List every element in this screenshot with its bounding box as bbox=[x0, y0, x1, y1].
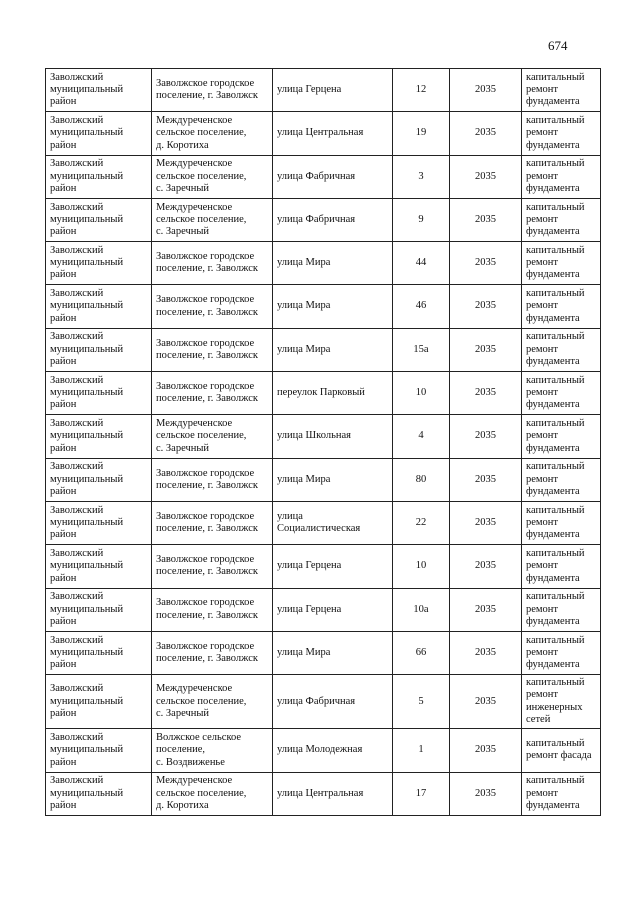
house-number-cell: 44 bbox=[393, 242, 450, 285]
settlement-line: Заволжское городское bbox=[156, 251, 255, 263]
district-line: муниципальный bbox=[50, 257, 124, 269]
district-line: район bbox=[50, 139, 77, 151]
work-type-cell bbox=[522, 328, 601, 371]
work-type-line: фундамента bbox=[526, 572, 580, 584]
settlement-line: поселение, г. Заволжск bbox=[156, 306, 258, 318]
work-type-cell bbox=[522, 69, 601, 112]
settlement-cell bbox=[152, 328, 273, 371]
work-type-line: капитальный bbox=[526, 418, 585, 430]
settlement-cell bbox=[152, 198, 273, 241]
street-cell bbox=[273, 501, 393, 544]
settlement-line: сельское поселение, bbox=[156, 430, 247, 442]
district-line: муниципальный bbox=[50, 516, 124, 528]
district-cell bbox=[46, 198, 152, 241]
street-line: улица Герцена bbox=[277, 560, 342, 572]
year-cell: 2035 bbox=[450, 155, 522, 198]
street-cell bbox=[273, 155, 393, 198]
district-line: муниципальный bbox=[50, 787, 124, 799]
table-row bbox=[46, 112, 601, 155]
street-cell bbox=[273, 328, 393, 371]
table-row bbox=[46, 372, 601, 415]
work-type-line: фундамента bbox=[526, 399, 580, 411]
street-line: улица Школьная bbox=[277, 430, 351, 442]
district-line: муниципальный bbox=[50, 127, 124, 139]
year-cell: 2035 bbox=[450, 242, 522, 285]
district-cell bbox=[46, 631, 152, 674]
page-number: 674 bbox=[548, 38, 568, 53]
settlement-line: Междуреченское bbox=[156, 115, 233, 126]
street-cell bbox=[273, 631, 393, 674]
table-row bbox=[46, 729, 601, 772]
street-line: улица Герцена bbox=[277, 603, 342, 615]
district-line: муниципальный bbox=[50, 646, 124, 658]
work-type-line: ремонт bbox=[526, 343, 559, 355]
settlement-line: сельское поселение, bbox=[156, 787, 247, 799]
street-line: улица Центральная bbox=[277, 127, 364, 139]
work-type-cell bbox=[522, 155, 601, 198]
work-type-line: ремонт bbox=[526, 787, 559, 799]
table-row bbox=[46, 772, 601, 815]
district-line: район bbox=[50, 269, 77, 281]
work-type-line: фундамента bbox=[526, 269, 580, 281]
settlement-line: поселение, г. Заволжск bbox=[156, 393, 258, 405]
district-line: район bbox=[50, 799, 77, 811]
district-line: район bbox=[50, 659, 77, 671]
settlement-cell bbox=[152, 631, 273, 674]
settlement-line: Междуреченское bbox=[156, 201, 233, 213]
street-cell bbox=[273, 729, 393, 772]
district-line: Заволжский bbox=[50, 634, 104, 646]
table-row bbox=[46, 242, 601, 285]
street-line: улица Мира bbox=[277, 343, 331, 355]
settlement-line: поселение, г. Заволжск bbox=[156, 566, 258, 578]
house-number-cell: 19 bbox=[393, 112, 450, 155]
work-type-line: ремонт фасада bbox=[526, 750, 592, 762]
settlement-line: Заволжское городское bbox=[156, 380, 255, 392]
work-type-line: капитальный bbox=[526, 775, 585, 787]
table-row bbox=[46, 631, 601, 674]
settlement-cell bbox=[152, 675, 273, 729]
work-type-line: фундамента bbox=[526, 356, 580, 368]
settlement-cell bbox=[152, 372, 273, 415]
street-cell bbox=[273, 112, 393, 155]
work-type-line: ремонт bbox=[526, 560, 559, 572]
street-line: улица Мира bbox=[277, 473, 331, 485]
street-cell bbox=[273, 285, 393, 328]
work-type-line: фундамента bbox=[526, 182, 580, 194]
settlement-line: Заволжское городское bbox=[156, 597, 255, 609]
settlement-line: поселение, г. Заволжск bbox=[156, 90, 258, 102]
district-line: Заволжский bbox=[50, 288, 104, 300]
work-type-line: капитальный bbox=[526, 547, 585, 559]
district-cell bbox=[46, 729, 152, 772]
district-cell bbox=[46, 328, 152, 371]
district-line: Заволжский bbox=[50, 115, 104, 126]
table-row bbox=[46, 545, 601, 588]
year-cell: 2035 bbox=[450, 458, 522, 501]
work-type-line: капитальный bbox=[526, 288, 585, 300]
table-row bbox=[46, 458, 601, 501]
settlement-line: Междуреченское bbox=[156, 418, 233, 430]
district-line: муниципальный bbox=[50, 560, 124, 572]
settlement-line: Междуреченское bbox=[156, 683, 233, 695]
house-number-cell: 9 bbox=[393, 198, 450, 241]
work-type-line: фундамента bbox=[526, 799, 580, 811]
street-line: улица Мира bbox=[277, 646, 331, 658]
work-type-cell bbox=[522, 372, 601, 415]
year-cell: 2035 bbox=[450, 729, 522, 772]
table-row bbox=[46, 675, 601, 729]
work-type-line: фундамента bbox=[526, 529, 580, 541]
settlement-line: с. Заречный bbox=[156, 707, 210, 719]
work-type-line: капитальный bbox=[526, 244, 585, 256]
work-type-cell bbox=[522, 631, 601, 674]
district-line: Заволжский bbox=[50, 683, 104, 695]
district-line: район bbox=[50, 615, 77, 627]
settlement-cell bbox=[152, 501, 273, 544]
district-cell bbox=[46, 772, 152, 815]
house-number-cell: 10 bbox=[393, 372, 450, 415]
work-type-line: капитальный bbox=[526, 677, 585, 689]
work-type-line: капитальный bbox=[526, 201, 585, 213]
work-type-line: фундамента bbox=[526, 226, 580, 238]
settlement-cell bbox=[152, 729, 273, 772]
district-line: район bbox=[50, 356, 77, 368]
work-type-line: капитальный bbox=[526, 504, 585, 516]
work-type-line: фундамента bbox=[526, 96, 580, 108]
settlement-line: поселение, г. Заволжск bbox=[156, 653, 258, 664]
work-type-cell bbox=[522, 458, 601, 501]
settlement-cell bbox=[152, 772, 273, 815]
district-cell bbox=[46, 458, 152, 501]
work-type-line: капитальный bbox=[526, 331, 585, 343]
year-cell: 2035 bbox=[450, 372, 522, 415]
house-number-cell: 10а bbox=[393, 588, 450, 631]
house-number-cell: 17 bbox=[393, 772, 450, 815]
district-line: муниципальный bbox=[50, 603, 124, 615]
settlement-line: с. Воздвиженье bbox=[156, 756, 225, 768]
work-type-line: ремонт bbox=[526, 516, 559, 528]
settlement-line: Заволжское городское bbox=[156, 554, 255, 566]
work-type-cell bbox=[522, 242, 601, 285]
settlement-line: Заволжское городское bbox=[156, 77, 255, 89]
work-type-line: капитальный bbox=[526, 158, 585, 170]
street-cell bbox=[273, 545, 393, 588]
work-type-line: фундамента bbox=[526, 659, 580, 671]
district-line: район bbox=[50, 529, 77, 541]
district-cell bbox=[46, 69, 152, 112]
settlement-line: Заволжское городское bbox=[156, 294, 255, 306]
work-type-cell bbox=[522, 588, 601, 631]
district-cell bbox=[46, 372, 152, 415]
work-type-line: капитальный bbox=[526, 738, 585, 750]
work-type-line: капитальный bbox=[526, 634, 585, 646]
street-line: улица Герцена bbox=[277, 84, 342, 95]
year-cell: 2035 bbox=[450, 545, 522, 588]
work-type-line: капитальный bbox=[526, 115, 585, 126]
settlement-cell bbox=[152, 112, 273, 155]
street-cell bbox=[273, 772, 393, 815]
district-line: муниципальный bbox=[50, 84, 124, 95]
year-cell: 2035 bbox=[450, 631, 522, 674]
district-line: район bbox=[50, 572, 77, 584]
street-cell bbox=[273, 675, 393, 729]
settlement-line: с. Заречный bbox=[156, 182, 210, 194]
settlement-line: поселение, bbox=[156, 744, 206, 756]
settlement-line: сельское поселение, bbox=[156, 213, 247, 225]
settlement-cell bbox=[152, 415, 273, 458]
district-line: район bbox=[50, 399, 77, 411]
work-type-line: капитальный bbox=[526, 461, 585, 473]
district-cell bbox=[46, 588, 152, 631]
work-type-cell bbox=[522, 729, 601, 772]
street-cell bbox=[273, 198, 393, 241]
street-cell bbox=[273, 372, 393, 415]
settlement-line: Заволжское городское bbox=[156, 337, 255, 349]
work-type-cell bbox=[522, 772, 601, 815]
settlement-line: поселение, г. Заволжск bbox=[156, 349, 258, 361]
work-type-cell bbox=[522, 112, 601, 155]
year-cell: 2035 bbox=[450, 772, 522, 815]
work-type-cell bbox=[522, 545, 601, 588]
house-number-cell: 12 bbox=[393, 69, 450, 112]
street-cell bbox=[273, 242, 393, 285]
district-line: муниципальный bbox=[50, 695, 124, 707]
district-cell bbox=[46, 501, 152, 544]
street-cell bbox=[273, 458, 393, 501]
district-line: Заволжский bbox=[50, 591, 104, 603]
work-type-cell bbox=[522, 675, 601, 729]
street-line: улица Фабричная bbox=[277, 695, 356, 707]
settlement-line: сельское поселение, bbox=[156, 170, 247, 182]
street-line: Социалистическая bbox=[277, 523, 361, 535]
table-row bbox=[46, 588, 601, 631]
street-line: улица bbox=[277, 510, 303, 522]
district-line: муниципальный bbox=[50, 430, 124, 442]
house-number-cell: 3 bbox=[393, 155, 450, 198]
table-row bbox=[46, 285, 601, 328]
district-line: муниципальный bbox=[50, 343, 124, 355]
settlement-line: д. Коротиха bbox=[156, 799, 209, 811]
district-line: Заволжский bbox=[50, 158, 104, 170]
house-number-cell: 5 bbox=[393, 675, 450, 729]
district-line: район bbox=[50, 226, 77, 238]
house-number-cell: 66 bbox=[393, 631, 450, 674]
settlement-line: с. Заречный bbox=[156, 226, 210, 238]
house-number-cell: 1 bbox=[393, 729, 450, 772]
district-cell bbox=[46, 285, 152, 328]
street-cell bbox=[273, 69, 393, 112]
district-line: Заволжский bbox=[50, 201, 104, 213]
settlement-cell bbox=[152, 588, 273, 631]
year-cell: 2035 bbox=[450, 588, 522, 631]
district-cell bbox=[46, 545, 152, 588]
district-line: Заволжский bbox=[50, 374, 104, 386]
district-line: район bbox=[50, 442, 77, 454]
settlement-line: Заволжское городское bbox=[156, 640, 255, 652]
work-type-line: капитальный bbox=[526, 591, 585, 603]
settlement-cell bbox=[152, 155, 273, 198]
table-row bbox=[46, 328, 601, 371]
settlement-line: Междуреченское bbox=[156, 775, 233, 787]
district-line: Заволжский bbox=[50, 732, 104, 744]
work-type-line: ремонт bbox=[526, 689, 559, 701]
work-type-cell bbox=[522, 501, 601, 544]
work-type-cell bbox=[522, 415, 601, 458]
work-type-line: ремонт bbox=[526, 473, 559, 485]
district-cell bbox=[46, 242, 152, 285]
district-line: Заволжский bbox=[50, 71, 104, 83]
district-line: муниципальный bbox=[50, 473, 124, 485]
settlement-line: Волжское сельское bbox=[156, 732, 242, 744]
settlement-line: сельское поселение, bbox=[156, 695, 247, 707]
district-cell bbox=[46, 415, 152, 458]
street-line: улица Молодежная bbox=[277, 744, 363, 756]
street-line: улица Центральная bbox=[277, 787, 364, 799]
settlement-line: поселение, г. Заволжск bbox=[156, 523, 258, 535]
house-number-cell: 4 bbox=[393, 415, 450, 458]
district-line: муниципальный bbox=[50, 744, 124, 756]
street-line: улица Мира bbox=[277, 257, 331, 269]
street-line: переулок Парковый bbox=[277, 387, 365, 399]
work-type-line: фундамента bbox=[526, 615, 580, 627]
work-type-line: фундамента bbox=[526, 485, 580, 497]
house-number-cell: 15а bbox=[393, 328, 450, 371]
house-number-cell: 80 bbox=[393, 458, 450, 501]
settlement-line: поселение, г. Заволжск bbox=[156, 263, 258, 275]
work-type-cell bbox=[522, 285, 601, 328]
district-line: район bbox=[50, 756, 77, 768]
repair-schedule-table bbox=[45, 68, 601, 816]
district-line: Заволжский bbox=[50, 547, 104, 559]
year-cell: 2035 bbox=[450, 415, 522, 458]
work-type-line: сетей bbox=[526, 714, 551, 726]
house-number-cell: 22 bbox=[393, 501, 450, 544]
settlement-line: поселение, г. Заволжск bbox=[156, 479, 258, 491]
district-line: район bbox=[50, 707, 77, 719]
year-cell: 2035 bbox=[450, 328, 522, 371]
work-type-line: ремонт bbox=[526, 213, 559, 225]
settlement-line: Междуреченское bbox=[156, 158, 233, 170]
district-line: муниципальный bbox=[50, 170, 124, 182]
work-type-line: капитальный bbox=[526, 71, 585, 83]
settlement-line: д. Коротиха bbox=[156, 139, 209, 151]
district-cell bbox=[46, 675, 152, 729]
settlement-cell bbox=[152, 458, 273, 501]
district-line: Заволжский bbox=[50, 331, 104, 343]
work-type-cell bbox=[522, 198, 601, 241]
year-cell: 2035 bbox=[450, 285, 522, 328]
table-row bbox=[46, 155, 601, 198]
district-line: муниципальный bbox=[50, 387, 124, 399]
settlement-cell bbox=[152, 242, 273, 285]
settlement-cell bbox=[152, 69, 273, 112]
table-row bbox=[46, 69, 601, 112]
work-type-line: ремонт bbox=[526, 430, 559, 442]
work-type-line: ремонт bbox=[526, 387, 559, 399]
year-cell: 2035 bbox=[450, 69, 522, 112]
settlement-line: сельское поселение, bbox=[156, 127, 247, 139]
district-line: район bbox=[50, 96, 77, 108]
work-type-line: инженерных bbox=[526, 701, 583, 713]
district-line: район bbox=[50, 182, 77, 194]
street-line: улица Фабричная bbox=[277, 170, 356, 182]
settlement-line: Заволжское городское bbox=[156, 510, 255, 522]
district-line: муниципальный bbox=[50, 213, 124, 225]
district-line: Заволжский bbox=[50, 244, 104, 256]
year-cell: 2035 bbox=[450, 112, 522, 155]
street-line: улица Фабричная bbox=[277, 213, 356, 225]
district-line: район bbox=[50, 485, 77, 497]
table-row bbox=[46, 415, 601, 458]
settlement-cell bbox=[152, 285, 273, 328]
house-number-cell: 46 bbox=[393, 285, 450, 328]
work-type-line: фундамента bbox=[526, 139, 580, 151]
table-body bbox=[46, 69, 601, 816]
street-line: улица Мира bbox=[277, 300, 331, 312]
work-type-line: ремонт bbox=[526, 127, 559, 139]
settlement-line: Заволжское городское bbox=[156, 467, 255, 479]
work-type-line: фундамента bbox=[526, 312, 580, 324]
settlement-line: с. Заречный bbox=[156, 442, 210, 454]
year-cell: 2035 bbox=[450, 501, 522, 544]
district-line: Заволжский bbox=[50, 461, 104, 473]
settlement-line: поселение, г. Заволжск bbox=[156, 609, 258, 621]
house-number-cell: 10 bbox=[393, 545, 450, 588]
district-line: Заволжский bbox=[50, 775, 104, 787]
district-line: Заволжский bbox=[50, 418, 104, 430]
work-type-line: капитальный bbox=[526, 374, 585, 386]
district-cell bbox=[46, 155, 152, 198]
work-type-line: ремонт bbox=[526, 84, 559, 95]
work-type-line: фундамента bbox=[526, 442, 580, 454]
settlement-cell bbox=[152, 545, 273, 588]
district-line: Заволжский bbox=[50, 504, 104, 516]
work-type-line: ремонт bbox=[526, 170, 559, 182]
year-cell: 2035 bbox=[450, 198, 522, 241]
table-row bbox=[46, 501, 601, 544]
table-row bbox=[46, 198, 601, 241]
work-type-line: ремонт bbox=[526, 646, 559, 658]
street-cell bbox=[273, 415, 393, 458]
district-cell bbox=[46, 112, 152, 155]
district-line: муниципальный bbox=[50, 300, 124, 312]
street-cell bbox=[273, 588, 393, 631]
work-type-line: ремонт bbox=[526, 603, 559, 615]
work-type-line: ремонт bbox=[526, 257, 559, 269]
district-line: район bbox=[50, 312, 77, 324]
year-cell: 2035 bbox=[450, 675, 522, 729]
work-type-line: ремонт bbox=[526, 300, 559, 312]
